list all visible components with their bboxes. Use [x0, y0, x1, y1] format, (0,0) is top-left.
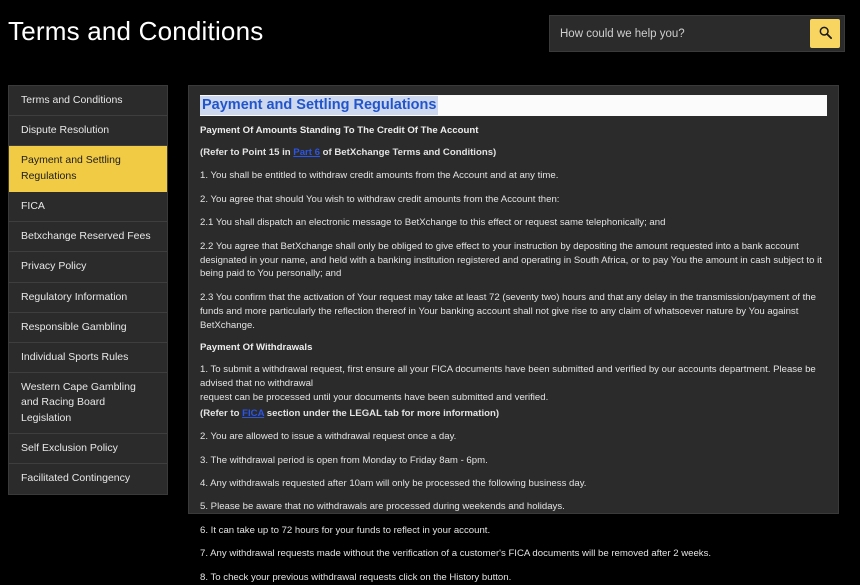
sidebar-item-facilitated-contingency[interactable]: [9, 464, 167, 494]
withdrawal-item: 2. You are allowed to issue a withdrawal request once a day.: [200, 431, 457, 443]
search-button[interactable]: [810, 19, 840, 48]
search-input[interactable]: [550, 16, 810, 51]
section-heading-credit-of-account: Payment Of Amounts Standing To The Credit Of The Account: [200, 125, 479, 136]
refer-prefix-text: (Refer to Point 15 in: [200, 147, 294, 158]
search-bar: [549, 15, 845, 52]
sidebar-item-label: Self Exclusion Policy: [21, 441, 118, 454]
sidebar-item-label: Terms and Conditions: [21, 94, 123, 106]
sidebar-nav: [8, 85, 168, 495]
sidebar-item-privacy-policy[interactable]: [9, 252, 167, 282]
sidebar-item-label: Facilitated Contingency: [21, 472, 131, 485]
sidebar-item-betxchange-reserved-fees[interactable]: [9, 222, 167, 252]
sidebar-item-label: Regulatory Information: [21, 290, 128, 303]
refer-note-fica: [200, 407, 827, 421]
withdrawal-item: 6. It can take up to 72 hours for your funds to reflect in your account.: [200, 524, 491, 536]
sidebar-item-label: Western Cape Gambling and Racing Board Legislation: [21, 381, 136, 424]
page-title: Terms and Conditions: [8, 16, 264, 46]
sidebar-item-dispute-resolution[interactable]: [9, 116, 167, 146]
withdrawal-item: 4. Any withdrawals requested after 10am will only be processed the following business day.: [200, 478, 587, 489]
withdrawal-item: 7. Any withdrawal requests made without the verification of a customer's FICA documents will be removed after 2 weeks.: [200, 548, 712, 560]
content-title-bar: [200, 95, 827, 116]
sidebar-item-label: Privacy Policy: [21, 260, 87, 273]
clause-item: 2.3 You confirm that the activation of Your request may take at least 72 (seventy two) hours and that any delay in the transmission/payment of the funds and more particularly the reflection thereof in Your banking account shall not give rise to any claim of whatsoever nature by You against BetXchange.: [200, 291, 816, 331]
page-header: [0, 0, 860, 68]
sidebar-item-western-cape-gambling-and-racing-board-legislation[interactable]: [9, 373, 167, 434]
clause-item: 2.1 You shall dispatch an electronic message to BetXchange to this effect or request same telephonically; and: [200, 217, 666, 229]
sidebar-item-label: FICA: [21, 199, 45, 212]
sidebar-item-label: Individual Sports Rules: [21, 350, 129, 363]
search-icon: [818, 25, 833, 43]
sidebar-item-individual-sports-rules[interactable]: [9, 343, 167, 373]
withdrawal-item-1-line-1: 1. To submit a withdrawal request, first ensure all your FICA documents have been submitted and verified by our accounts department. Please be advised that no withdrawal: [200, 364, 816, 389]
fica-link[interactable]: FICA: [242, 407, 265, 419]
sidebar-item-terms-and-conditions[interactable]: [9, 86, 167, 116]
content-panel: [188, 85, 839, 583]
sidebar-item-label: Responsible Gambling: [21, 320, 127, 333]
sidebar-item-self-exclusion-policy[interactable]: [9, 434, 167, 464]
part-6-link[interactable]: Part 6: [293, 147, 320, 158]
withdrawal-refer-prefix-text: (Refer to: [200, 407, 243, 419]
sidebar-item-label: Betxchange Reserved Fees: [21, 230, 151, 243]
sidebar-item-label: Dispute Resolution: [21, 124, 110, 137]
sidebar-item-payment-and-settling-regulations[interactable]: [9, 146, 167, 191]
withdrawal-item-1-line-2: request can be processed until your documents have been submitted and verified.: [200, 391, 549, 403]
withdrawal-item: 5. Please be aware that no withdrawals are processed during weekends and holidays.: [200, 501, 565, 513]
sidebar-item-label: Payment and Settling Regulations: [21, 154, 121, 182]
content-heading: Payment and Settling Regulations: [202, 97, 437, 113]
clause-item: 2.2 You agree that BetXchange shall only be obliged to give effect to your instruction by depositing the amount requested into a bank account designated in your name, and held with a banking institution registered and operating in South Africa, or to pay You the amount in cash subject to it being paid to You personally; and: [200, 240, 822, 280]
withdrawal-item: 3. The withdrawal period is open from Monday to Friday 8am - 6pm.: [200, 454, 488, 466]
refer-note-part6: [200, 146, 827, 160]
withdrawal-refer-suffix-text: section under the LEGAL tab for more information): [264, 407, 500, 419]
sidebar-item-responsible-gambling[interactable]: [9, 313, 167, 343]
withdrawal-item: 8. To check your previous withdrawal requests click on the History button.: [200, 571, 512, 583]
clause-item: 2. You agree that should You wish to withdraw credit amounts from the Account then:: [200, 193, 560, 205]
refer-suffix-text: of BetXchange Terms and Conditions): [319, 147, 497, 158]
sidebar-item-fica[interactable]: [9, 192, 167, 222]
sidebar-item-regulatory-information[interactable]: [9, 283, 167, 313]
section-heading-payment-of-withdrawals: Payment Of Withdrawals: [200, 342, 313, 354]
clause-item: 1. You shall be entitled to withdraw credit amounts from the Account and at any time.: [200, 170, 559, 182]
